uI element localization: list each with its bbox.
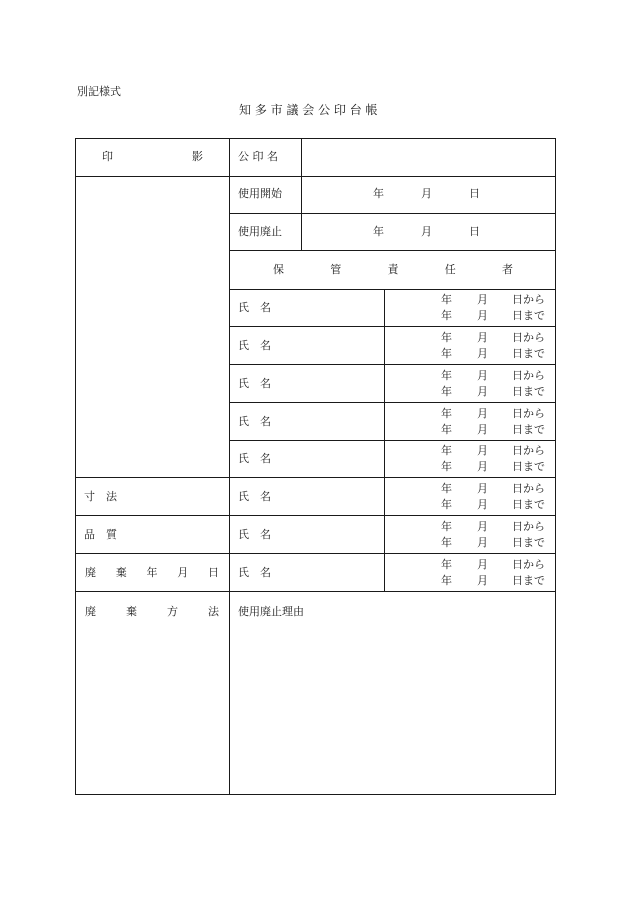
name-label: 氏 名	[238, 415, 271, 428]
quality-label: 品 質	[84, 528, 117, 541]
name-label: 氏 名	[238, 301, 271, 314]
seal-impression-label-1: 印	[102, 150, 113, 163]
seal-impression-label-2: 影	[192, 150, 203, 163]
use-end-day: 日	[469, 225, 480, 238]
name-label: 氏 名	[238, 377, 271, 390]
use-start-year: 年	[373, 187, 384, 200]
use-end-label: 使用廃止	[238, 225, 282, 238]
disposal-reason-label: 使用廃止理由	[238, 605, 304, 618]
name-label: 氏 名	[238, 528, 271, 541]
form-label: 別記様式	[77, 85, 121, 98]
size-label: 寸 法	[84, 490, 117, 503]
use-start-label: 使用開始	[238, 187, 282, 200]
disposal-method-label: 廃 棄 方 法	[85, 605, 219, 618]
seal-name-label: 公 印 名	[238, 150, 278, 163]
use-start-month: 月	[421, 187, 432, 200]
name-label: 氏 名	[238, 339, 271, 352]
use-end-year: 年	[373, 225, 384, 238]
name-label: 氏 名	[238, 566, 271, 579]
disposal-date-label: 廃 棄 年 月 日	[85, 566, 219, 579]
use-end-month: 月	[421, 225, 432, 238]
name-label: 氏 名	[238, 452, 271, 465]
custodian-header: 保 管 責 任 者	[273, 263, 513, 276]
use-start-day: 日	[469, 187, 480, 200]
name-label: 氏 名	[238, 490, 271, 503]
form-title: 知 多 市 議 会 公 印 台 帳	[239, 103, 378, 117]
